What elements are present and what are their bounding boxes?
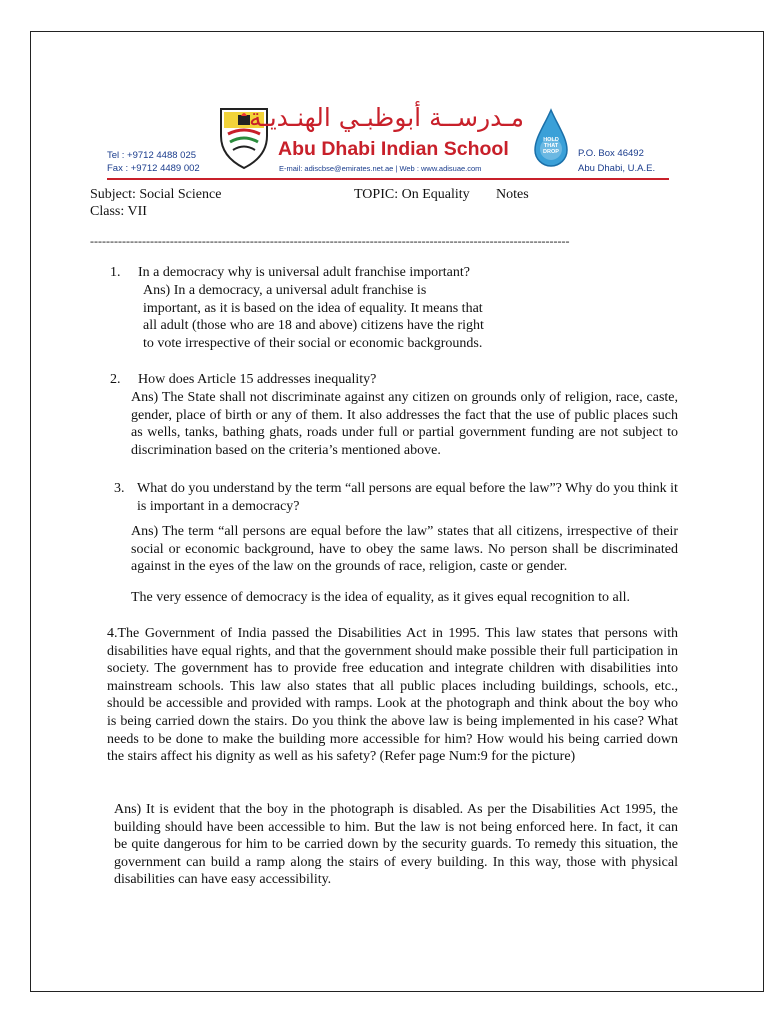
letterhead-rule xyxy=(107,178,669,180)
school-name-arabic: مـدرســة أبوظبـي الهنـديـة xyxy=(249,103,524,132)
answer-1-text: Ans) In a democracy, a universal adult franchise is important, as it is based on the idea of equality. It means that all adult (those who are 18 and above) citizens have the right to vote irrespective of their social or economic backgrounds. xyxy=(143,283,484,351)
drop-text-2: THAT xyxy=(543,143,559,149)
separator-line: ------------------------------------------------------------------------------------------------------------------------ xyxy=(90,234,570,248)
drop-text-1: HOLD xyxy=(543,137,559,143)
answer-3-extra: The very essence of democracy is the idea of equality, as it gives equal recognition to all. xyxy=(131,590,631,605)
drop-text-3: DROP xyxy=(543,149,559,155)
school-contact-line: E-mail: adiscbse@emirates.net.ae | Web : www.adisuae.com xyxy=(279,164,482,173)
answer-4-text: Ans) It is evident that the boy in the photograph is disabled. As per the Disabilities Act 1995, the building should have been accessible to him. But the law is not being enforced here. In fact, it can be quite dangerous for him to be carried down by the security guards. To remedy this situation, the government can build a ramp along the stairs of every building. In this way, those with physical disabilities can have easy accessibility. xyxy=(114,802,678,888)
topic-label: TOPIC: On Equality xyxy=(354,187,470,202)
question-3-number: 3. xyxy=(114,481,125,496)
answer-2-text: Ans) The State shall not discriminate against any citizen on grounds only of religion, race, caste, gender, place of birth or any of them. It also addresses the fact that the use of public places such as wells, tanks, bathing ghats, roads under full or partial government funding are not subject to discrimination based on the criteria’s mentioned above. xyxy=(131,390,678,458)
city: Abu Dhabi, U.A.E. xyxy=(578,163,656,174)
question-4-text: 4.The Government of India passed the Disabilities Act in 1995. This law states that persons with disabilities have equal rights, and that the government should make possible their full participation in society. The government has to provide free education and integrate children with disabilities into mainstream schools. This law also states that all public places including buildings, schools, etc., should be accessible and provided with ramps. Look at the photograph and think about the boy who is being carried down the stairs. Do you think the above law is being implemented in his case? What needs to be done to make the building more accessible for him? How would his being carried down the stairs affect his dignity as well as his safety? (Refer page Num:9 for the picture) xyxy=(107,626,678,765)
fax-number: Fax : +9712 4489 002 xyxy=(107,163,200,174)
class-label: Class: VII xyxy=(90,204,147,219)
tel-number: Tel : +9712 4488 025 xyxy=(107,150,197,161)
subject-label: Subject: Social Science xyxy=(90,187,222,202)
question-2-number: 2. xyxy=(110,372,121,387)
answer-3-text: Ans) The term “all persons are equal before the law” states that all citizens, irrespective of their social or economic background, have to obey the same laws. No person shall be discriminated against in the eyes of the law on the grounds of race, religion, caste or gender. xyxy=(131,524,678,575)
question-1-text: In a democracy why is universal adult franchise important? xyxy=(138,265,470,280)
notes-label: Notes xyxy=(496,187,529,202)
school-name: Abu Dhabi Indian School xyxy=(278,138,509,160)
po-box: P.O. Box 46492 xyxy=(578,148,644,159)
question-1-number: 1. xyxy=(110,265,121,280)
question-3-text: What do you understand by the term “all persons are equal before the law”? Why do you think it is important in a democracy? xyxy=(137,481,678,514)
water-drop-logo-icon xyxy=(532,108,570,170)
question-2-text: How does Article 15 addresses inequality? xyxy=(138,372,377,387)
